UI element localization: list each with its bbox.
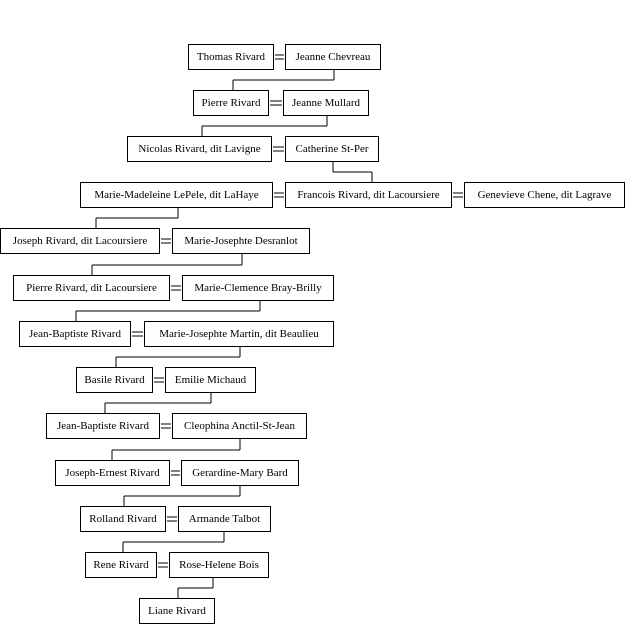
person-joseph-ernest-rivard: Joseph-Ernest Rivard — [55, 460, 170, 486]
person-gerardine-mary-bard: Gerardine-Mary Bard — [181, 460, 299, 486]
person-rose-helene-bois: Rose-Helene Bois — [169, 552, 269, 578]
person-marie-josephte-desranlot: Marie-Josephte Desranlot — [172, 228, 310, 254]
person-liane-rivard: Liane Rivard — [139, 598, 215, 624]
person-francois-rivard: Francois Rivard, dit Lacoursiere — [285, 182, 452, 208]
person-marie-clemence-bray-brilly: Marie-Clemence Bray-Brilly — [182, 275, 334, 301]
person-jean-baptiste-rivard-1: Jean-Baptiste Rivard — [19, 321, 131, 347]
person-armande-talbot: Armande Talbot — [178, 506, 271, 532]
person-rene-rivard: Rene Rivard — [85, 552, 157, 578]
person-marie-madeleine-lepele: Marie-Madeleine LePele, dit LaHaye — [80, 182, 273, 208]
person-jeanne-chevreau: Jeanne Chevreau — [285, 44, 381, 70]
person-joseph-rivard: Joseph Rivard, dit Lacoursiere — [0, 228, 160, 254]
person-jeanne-mullard: Jeanne Mullard — [283, 90, 369, 116]
person-basile-rivard: Basile Rivard — [76, 367, 153, 393]
person-nicolas-rivard: Nicolas Rivard, dit Lavigne — [127, 136, 272, 162]
person-rolland-rivard: Rolland Rivard — [80, 506, 166, 532]
person-thomas-rivard: Thomas Rivard — [188, 44, 274, 70]
person-marie-josephte-martin: Marie-Josephte Martin, dit Beaulieu — [144, 321, 334, 347]
person-cleophina-anctil: Cleophina Anctil-St-Jean — [172, 413, 307, 439]
person-pierre-rivard: Pierre Rivard — [193, 90, 269, 116]
person-jean-baptiste-rivard-2: Jean-Baptiste Rivard — [46, 413, 160, 439]
person-genevieve-chene: Genevieve Chene, dit Lagrave — [464, 182, 625, 208]
person-emilie-michaud: Emilie Michaud — [165, 367, 256, 393]
person-catherine-st-per: Catherine St-Per — [285, 136, 379, 162]
person-pierre-rivard-lacoursiere: Pierre Rivard, dit Lacoursiere — [13, 275, 170, 301]
